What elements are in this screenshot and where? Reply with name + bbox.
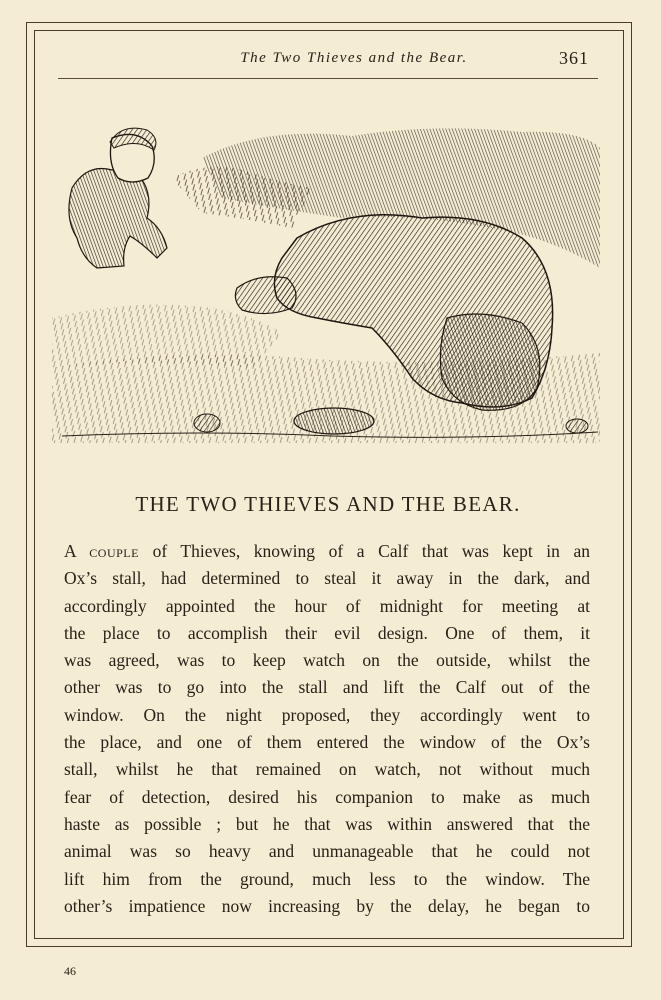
lead-smallcaps: couple (89, 541, 139, 561)
text-line: animal was so heavy and unmanageable that he could not (64, 841, 590, 862)
text-line: the place to accomplish their evil design. One of them, it (64, 622, 590, 643)
bear-and-thief-engraving (52, 118, 608, 458)
text-line: was agreed, was to keep watch on the outside, whilst the (64, 650, 590, 671)
lead-letter: A (64, 541, 76, 561)
text-line: accordingly appointed the hour of midnight for meeting at (64, 595, 590, 616)
text-line: the place, and one of them entered the window of the Ox’s (64, 732, 590, 753)
page-number: 361 (559, 48, 589, 68)
header-rule (58, 78, 598, 79)
text-line: window. On the night proposed, they accordingly went to (64, 704, 590, 725)
text-line: fear of detection, desired his companion to make as much (64, 786, 590, 807)
text-line: haste as possible ; but he that was within answered that the (64, 813, 590, 834)
text-line: A couple of Thieves, knowing of a Calf that was kept in an (64, 541, 591, 561)
fable-text (64, 538, 590, 920)
text-line: Ox’s stall, had determined to steal it away in the dark, and (64, 568, 590, 589)
running-head (34, 47, 622, 71)
text-line: lift him from the ground, much less to the window. The (64, 868, 590, 889)
text-line: other’s impatience now increasing by the delay, he began to (64, 895, 590, 916)
signature-number: 46 (64, 964, 76, 978)
chapter-title: THE TWO THIEVES AND THE BEAR. (135, 492, 521, 516)
text-line: other was to go into the stall and lift the Calf out of the (64, 677, 590, 698)
text-line: stall, whilst he that remained on watch, not without much (64, 759, 590, 780)
running-title: The Two Thieves and the Bear. (240, 50, 468, 66)
